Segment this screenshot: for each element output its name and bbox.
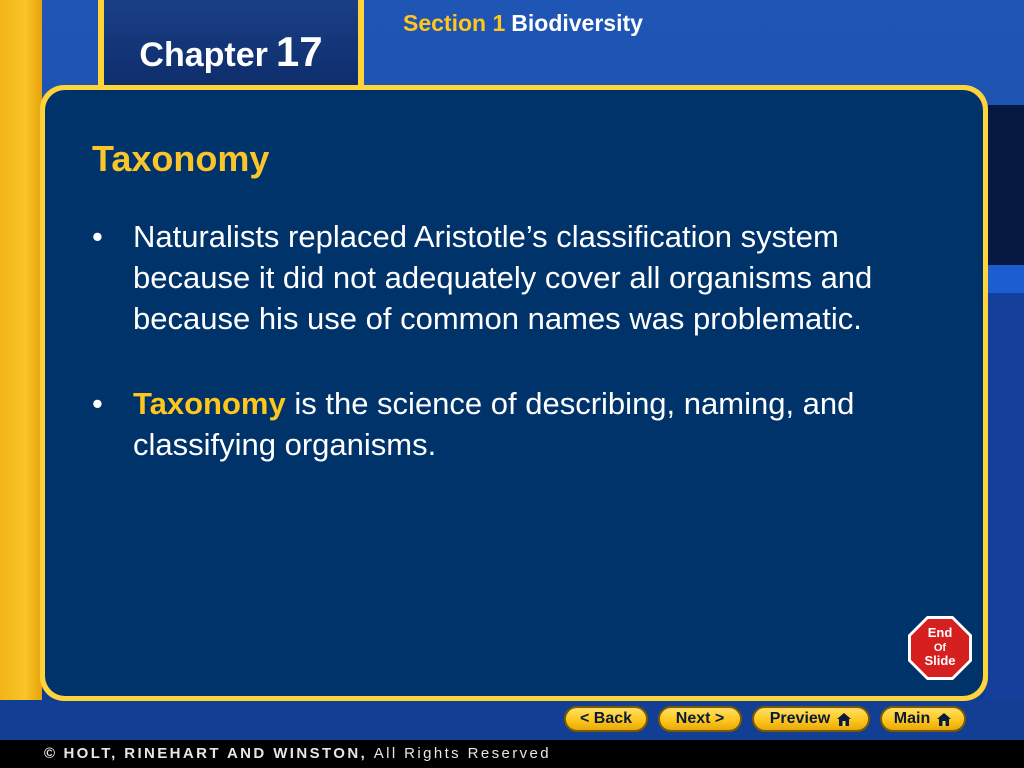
left-accent-bar [0,0,42,740]
end-slide-line1: End [927,625,953,640]
publisher-name: HOLT, RINEHART AND WINSTON, [63,745,368,762]
bullet-dot: • [92,386,103,421]
end-slide-line3: Slide [924,653,956,668]
home-icon [836,712,852,727]
bullet-term: Taxonomy [133,386,286,421]
back-button[interactable] [564,706,648,732]
content-panel [40,85,988,701]
bullet-text: is the science of describing, naming, and classifying organisms. [133,386,855,462]
content-panel-inner [45,90,983,696]
bullet-item [92,216,952,339]
section-label: Section 1 [403,10,506,36]
preview-button[interactable] [752,706,870,732]
end-slide-line2: Of [933,642,947,654]
section-name: Biodiversity [511,10,643,36]
slide-title: Taxonomy [92,138,270,179]
bullet-text: Naturalists replaced Aristotle’s classification system because it did not adequately cover all organisms and because his use of common names was problematic. [133,219,873,336]
right-accent-dark [985,105,1024,265]
home-icon [936,712,952,727]
right-accent-low [985,293,1024,700]
chapter-number: 17 [275,28,323,75]
chapter-title [139,28,322,76]
copyright-footer [0,740,1024,768]
copyright-symbol: © [44,745,58,762]
back-button-label: < Back [579,710,633,727]
preview-button-label: Preview [769,710,831,727]
bullet-dot: • [92,219,103,254]
next-button-label: Next > [675,710,725,727]
bottom-band [0,700,1024,740]
main-button[interactable] [880,706,966,732]
main-button-label: Main [893,710,931,727]
right-accent-mid [985,265,1024,293]
rights-text: All Rights Reserved [373,745,552,762]
next-button[interactable] [658,706,742,732]
section-header [403,10,643,37]
bullet-item [92,383,952,465]
bullet-list [92,216,952,509]
end-of-slide-button[interactable] [907,615,973,681]
chapter-label: Chapter [139,36,268,74]
